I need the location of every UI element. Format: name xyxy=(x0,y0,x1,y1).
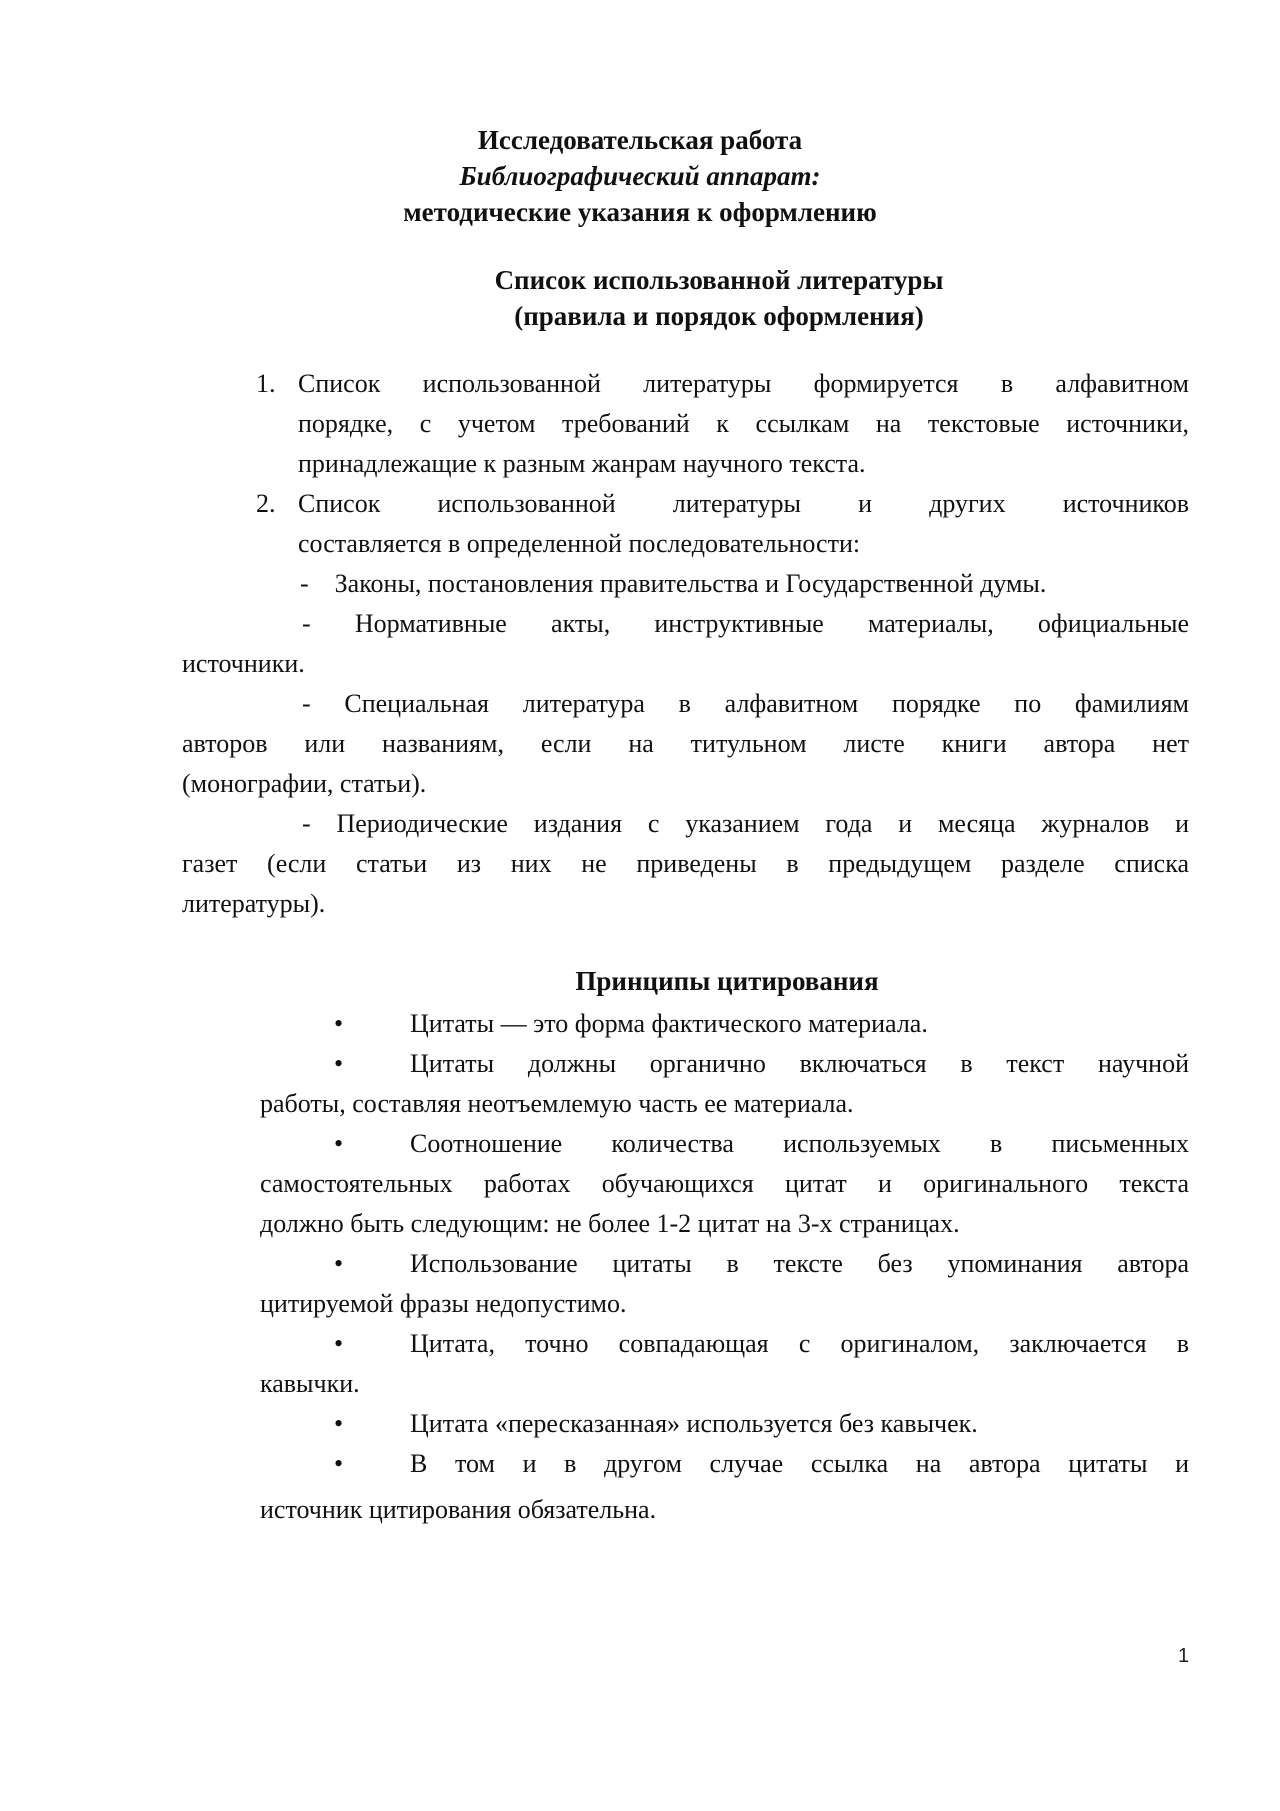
bullet-icon: • xyxy=(334,1409,344,1438)
text-line: Список использованной литературы формируется в алфавитном xyxy=(298,369,1189,398)
section-heading-line: (правила и порядок оформления) xyxy=(514,301,924,331)
text-line: самостоятельных работах обучающихся цитат и оригинального текста xyxy=(260,1169,1189,1198)
page-number: 1 xyxy=(1178,1645,1190,1667)
bullet-item-1 xyxy=(260,1004,1189,1044)
text-line: (монографии, статьи). xyxy=(182,769,427,798)
bullet-icon: • xyxy=(334,1049,344,1078)
text-line: - Специальная литература в алфавитном порядке по фамилиям xyxy=(302,689,1189,718)
text-line: должно быть следующим: не более 1-2 цитат на 3-х страницах. xyxy=(260,1209,960,1238)
text-line: принадлежащие к разным жанрам научного текста. xyxy=(298,449,866,478)
text-line: Цитата, точно совпадающая с оригиналом, заключается в xyxy=(410,1329,1189,1358)
section-heading-line: Список использованной литературы xyxy=(494,265,944,295)
document-subtitle-2: методические указания к оформлению xyxy=(403,197,877,227)
text-line: Использование цитаты в тексте без упоминания автора xyxy=(410,1249,1189,1278)
item-number: 1. xyxy=(256,369,276,398)
text-line: источники. xyxy=(182,649,305,678)
text-line: В том и в другом случае ссылка на автора цитаты и xyxy=(410,1449,1189,1478)
document-header xyxy=(0,122,1280,230)
bullet-item-6 xyxy=(260,1404,1189,1444)
bullet-item-2 xyxy=(260,1044,1189,1124)
text-line: кавычки. xyxy=(260,1369,360,1398)
section-heading-bibliography xyxy=(0,262,1280,334)
text-line: - Периодические издания с указанием года и месяца журналов и xyxy=(302,809,1189,838)
bullet-icon: • xyxy=(334,1449,344,1478)
text-line: порядке, с учетом требований к ссылкам на текстовые источники, xyxy=(298,409,1189,438)
bullet-icon: • xyxy=(334,1129,344,1158)
document-subtitle: Библиографический аппарат: xyxy=(459,161,821,191)
text-line: газет (если статьи из них не приведены в предыдущем разделе списка xyxy=(182,849,1189,878)
bullet-icon: • xyxy=(334,1249,344,1278)
text-line: Цитаты должны органично включаться в текст научной xyxy=(410,1049,1189,1078)
bullet-item-3 xyxy=(260,1124,1189,1244)
item-text xyxy=(298,484,1189,564)
bullet-item-4 xyxy=(260,1244,1189,1324)
bullet-icon: • xyxy=(334,1329,344,1358)
text-line: Цитаты — это форма фактического материала. xyxy=(410,1009,928,1038)
item-number: 2. xyxy=(256,489,276,518)
bullet-item-7 xyxy=(260,1444,1189,1530)
text-line: Цитата «пересказанная» используется без кавычек. xyxy=(410,1409,978,1438)
text-line: авторов или названиям, если на титульном листе книги автора нет xyxy=(182,729,1189,758)
text-line: литературы). xyxy=(182,889,326,918)
text-line: - Законы, постановления правительства и Государственной думы. xyxy=(300,569,1047,598)
list-item-periodicals xyxy=(182,804,1189,924)
list-item-normative xyxy=(182,604,1189,684)
section-heading-citation: Принципы цитирования xyxy=(575,966,879,996)
text-line: составляется в определенной последовательности: xyxy=(298,529,861,558)
document-title: Исследовательская работа xyxy=(477,125,803,155)
text-line: - Нормативные акты, инструктивные материалы, официальные xyxy=(302,609,1189,638)
text-line: Соотношение количества используемых в письменных xyxy=(410,1129,1189,1158)
text-line: Список использованной литературы и других источников xyxy=(298,489,1189,518)
bullet-icon: • xyxy=(334,1009,344,1038)
list-item-special-literature xyxy=(182,684,1189,804)
text-line: работы, составляя неотъемлемую часть ее материала. xyxy=(260,1089,854,1118)
bullet-item-5 xyxy=(260,1324,1189,1404)
text-line: источник цитирования обязательна. xyxy=(260,1495,657,1524)
item-text xyxy=(298,364,1189,484)
list-item-laws xyxy=(300,564,1189,604)
text-line: цитируемой фразы недопустимо. xyxy=(260,1289,627,1318)
